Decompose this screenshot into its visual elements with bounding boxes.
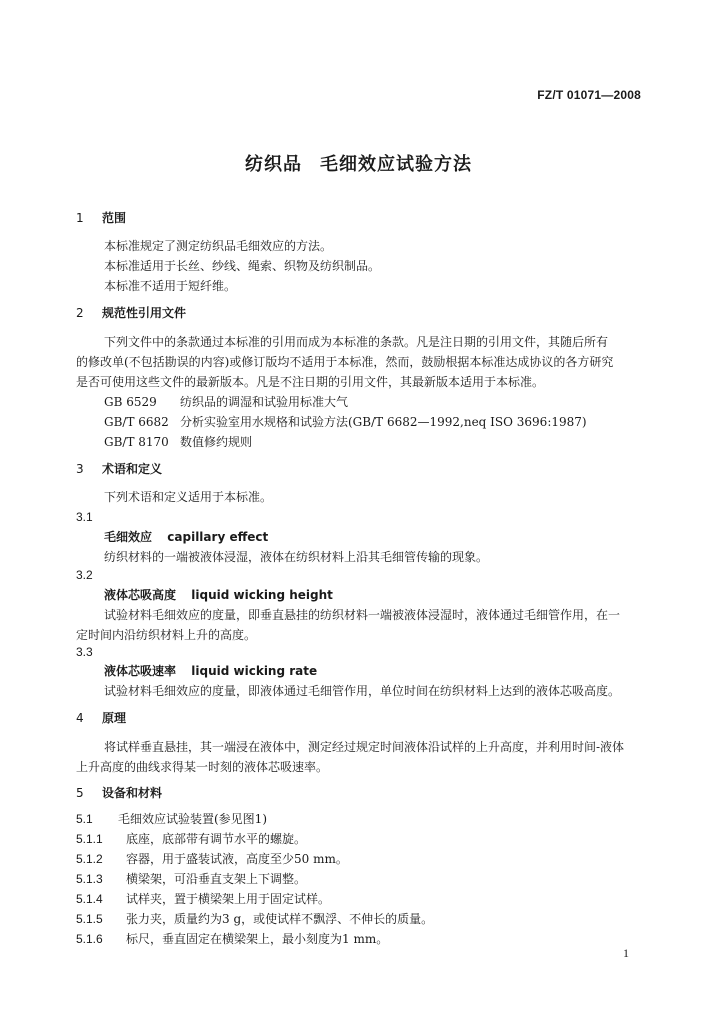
paragraph-line: 定时间内沿纺织材料上升的高度。 [76,628,257,642]
reference-title: 分析实验室用水规格和试验方法(GB/T 6682—1992,neq ISO 3696:1987) [180,415,587,429]
section-number: 3 [76,462,84,476]
item-number: 5.1.3 [76,872,103,886]
document-title [0,150,717,176]
item-text: 试样夹，置于横梁架上用于固定试样。 [126,892,331,906]
section-2-heading [76,306,186,321]
item-text: 标尺，垂直固定在横梁架上，最小刻度为1 mm。 [126,932,389,946]
section-3-heading [76,462,162,477]
section-number: 2 [76,306,84,320]
clause-number: 3.3 [76,645,93,659]
section-title: 范围 [102,211,127,225]
section-number: 5 [76,786,84,800]
paragraph-line: 试验材料毛细效应的度量，即垂直悬挂的纺织材料一端被液体浸湿时，液体通过毛细管作用，在一 [104,608,621,622]
reference-item [104,415,587,430]
term-entry [104,530,268,545]
list-item [76,852,348,867]
subclause-number: 5.1 [76,812,93,826]
list-item [76,832,306,847]
reference-code: GB/T 6682 [104,415,169,429]
reference-code: GB 6529 [104,395,157,409]
section-title: 原理 [102,711,127,725]
paragraph-line: 纺织材料的一端被液体浸湿，液体在纺织材料上沿其毛细管传输的现象。 [104,550,489,564]
item-number: 5.1.1 [76,832,103,846]
item-number: 5.1.5 [76,912,103,926]
clause-number: 3.1 [76,510,93,524]
term-name: 液体芯吸高度 [104,588,177,602]
term-english: capillary effect [167,530,269,544]
paragraph-line: 本标准适用于长丝、纱线、绳索、织物及纺织制品。 [104,259,381,273]
term-entry [104,588,333,603]
section-title: 规范性引用文件 [102,306,187,320]
item-text: 容器，用于盛装试液，高度至少50 mm。 [126,852,348,866]
paragraph-line: 试验材料毛细效应的度量，即液体通过毛细管作用，单位时间在纺织材料上达到的液体芯吸高度。 [104,684,621,698]
reference-item [104,435,252,450]
item-number: 5.1.2 [76,852,103,866]
paragraph-line: 的修改单(不包括勘误的内容)或修订版均不适用于本标准，然而，鼓励根据本标准达成协议的各方研究 [76,355,614,369]
subclause-text: 毛细效应试验装置(参见图1) [118,812,267,826]
paragraph-line: 上升高度的曲线求得某一时刻的液体芯吸速率。 [76,760,329,774]
section-number: 1 [76,211,84,225]
list-item [76,932,388,947]
item-number: 5.1.4 [76,892,103,906]
paragraph-line: 将试样垂直悬挂，其一端浸在液体中，测定经过规定时间液体沿试样的上升高度，并利用时间-液体 [104,740,625,754]
page-number: 1 [623,946,629,960]
standard-code: FZ/T 01071—2008 [537,88,641,102]
subclause [76,812,267,827]
section-5-heading [76,786,162,801]
term-name: 液体芯吸速率 [104,664,177,678]
paragraph-line: 本标准不适用于短纤维。 [104,279,237,293]
reference-code: GB/T 8170 [104,435,169,449]
term-english: liquid wicking rate [191,664,318,678]
reference-title: 数值修约规则 [180,435,253,449]
item-number: 5.1.6 [76,932,103,946]
list-item [76,892,330,907]
term-english: liquid wicking height [191,588,333,602]
paragraph-line: 下列文件中的条款通过本标准的引用而成为本标准的条款。凡是注日期的引用文件，其随后所有 [104,335,609,349]
section-title: 术语和定义 [102,462,163,476]
paragraph-line: 是否可使用这些文件的最新版本。凡是不注日期的引用文件，其最新版本适用于本标准。 [76,375,545,389]
list-item [76,872,306,887]
section-number: 4 [76,711,84,725]
section-4-heading [76,711,126,726]
reference-item [104,395,348,410]
section-1-heading [76,211,126,226]
term-name: 毛细效应 [104,530,153,544]
title-part-2: 毛细效应试验方法 [320,154,472,175]
section-title: 设备和材料 [102,786,163,800]
reference-title: 纺织品的调湿和试验用标准大气 [180,395,349,409]
item-text: 横梁架，可沿垂直支架上下调整。 [126,872,307,886]
list-item [76,912,433,927]
term-entry [104,664,317,679]
clause-number: 3.2 [76,568,93,582]
paragraph-line: 下列术语和定义适用于本标准。 [104,490,273,504]
item-text: 底座，底部带有调节水平的螺旋。 [126,832,307,846]
title-part-1: 纺织品 [245,154,302,175]
item-text: 张力夹，质量约为3 g，或使试样不飘浮、不伸长的质量。 [126,912,434,926]
paragraph-line: 本标准规定了测定纺织品毛细效应的方法。 [104,239,333,253]
